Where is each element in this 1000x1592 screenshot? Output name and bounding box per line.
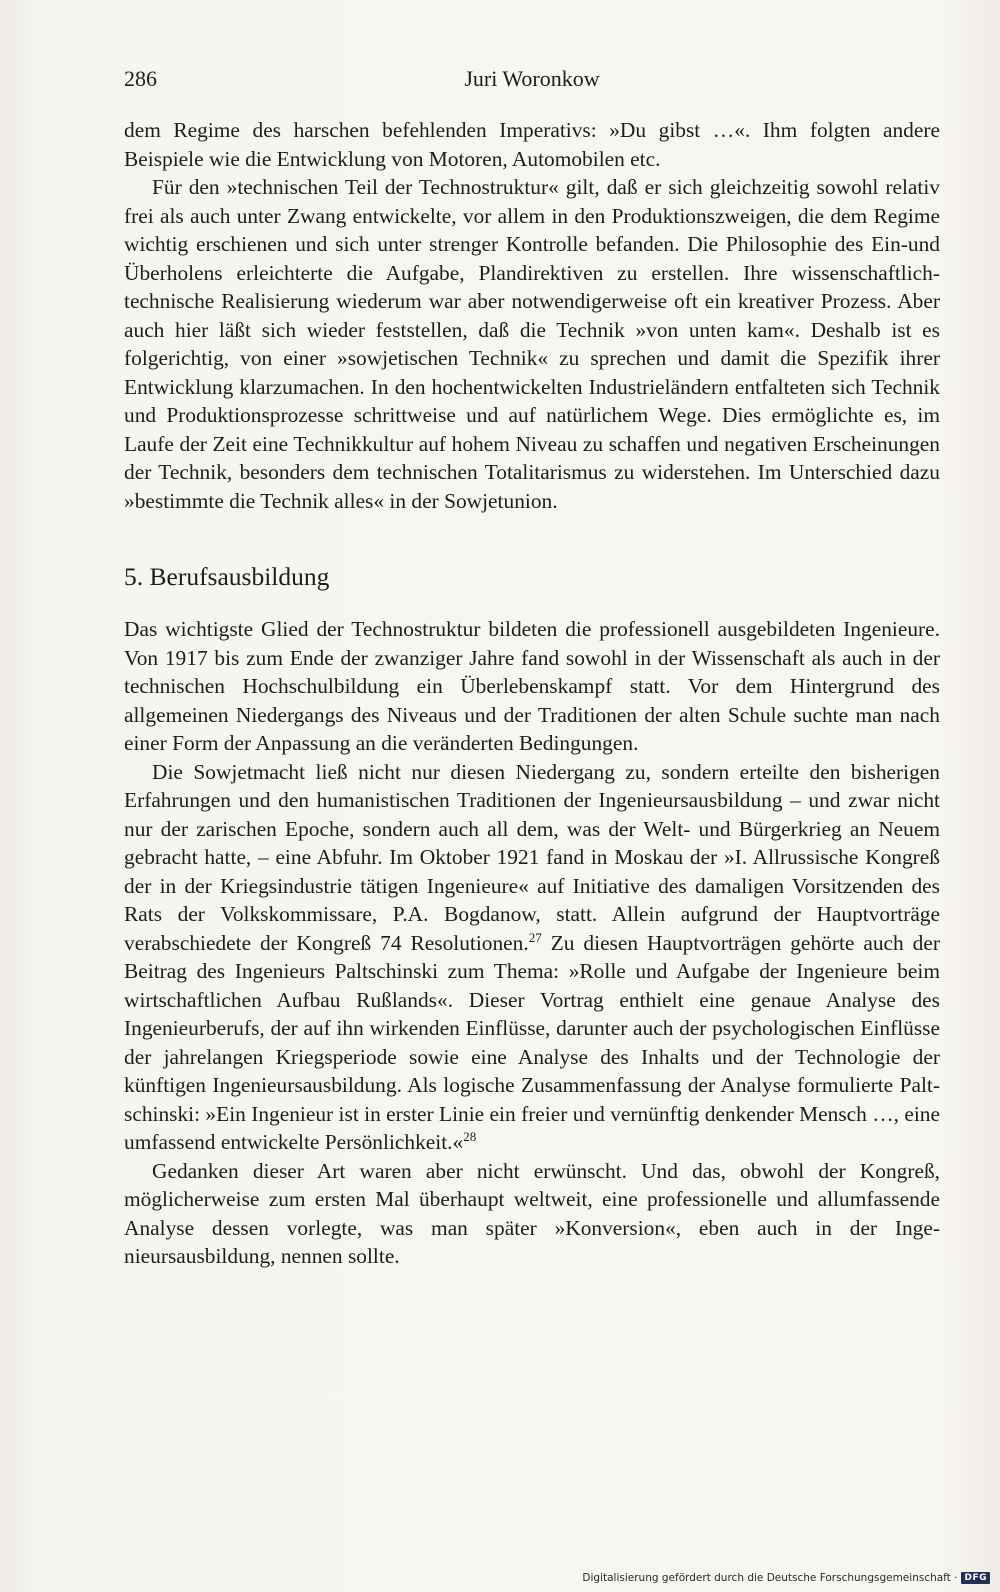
dfg-logo: DFG [961, 1572, 990, 1584]
paragraph: Für den »technischen Teil der Technostruktur« gilt, daß er sich gleichzeitig sowohl relativ frei als auch unter Zwang entwickelte, vor allem in den Produktionszweigen, die dem Regime wichtig erschienen und sich unter strenger Kontrolle befanden. Die Philosophie des Ein-und Überholens erleichterte die Aufgabe, Plandirektiven zu erstellen. Ihre wissenschaftlich-technische Realisierung wiederum war aber notwendigerweise oft ein kreativer Prozess. Aber auch hier läßt sich wieder feststellen, daß die Technik »von unten kam«. Deshalb ist es folgerichtig, von einer »sowjetischen Technik« zu sprechen und damit die Spezifik ihrer Entwicklung klarzumachen. In den hochentwickelten Industrieländern entfalteten sich Technik und Produktionsprozesse schrittweise und auf natürlichem Wege. Dies ermöglichte es, im Laufe der Zeit eine Technikkultur auf hohem Niveau zu schaffen und negativen Erscheinungen der Technik, besonders dem technischen Totalitarismus zu widerstehen. Im Unterschied dazu »bestimmte die Technik alles« in der Sowjetunion. [124, 175, 940, 513]
page-header [124, 66, 940, 98]
digitization-footer [582, 1570, 990, 1586]
paragraph: Das wichtigste Glied der Technostruktur bildeten die professionell ausgebildeten Ingenieure. Von 1917 bis zum Ende der zwanziger Jahre fand sowohl in der Wissenschaft als auch in der technischen Hochschulbildung ein Überlebenskampf statt. Vor dem Hintergrund des allgemeinen Niedergangs des Niveaus und der Traditionen der alten Schule suchte man nach einer Form der Anpassung an die veränderten Bedingungen. [124, 617, 940, 755]
paragraph: dem Regime des harschen befehlenden Imperativs: »Du gibst …«. Ihm folgten andere Beispiele wie die Entwicklung von Motoren, Automobilen etc. [124, 118, 940, 171]
footer-credit-text: Digitalisierung gefördert durch die Deutsche Forschungsgemeinschaft · [582, 1572, 958, 1584]
paragraph: Gedanken dieser Art waren aber nicht erwünscht. Und das, obwohl der Kongreß, möglicherweise zum ersten Mal überhaupt weltweit, eine professionelle und allumfassende Analyse dessen vorlegte, was man später »Konversion«, eben auch in der Ingenieursausbildung, nennen sollte. [124, 1158, 940, 1268]
running-head-author: Juri Woronkow [464, 66, 600, 91]
body-text [124, 116, 940, 1271]
page-number: 286 [124, 66, 157, 91]
paragraph-text: Zu diesen Hauptvorträgen gehörte auch der Beitrag des Ingenieurs Paltschinski zum Thema: »Rolle und Aufgabe der Ingenieure beim wirtschaftlichen Aufbau Rußlands«. Dieser Vortrag enthielt eine genaue Analyse des Ingenieurberufs, der auf ihn wirkenden Einflüsse, darunter auch der psychologischen Einflüsse der jahrelangen Kriegsperiode sowie eine Analyse des Inhalts und der Technologie der künftigen Ingenieursausbildung. Als logische Zusammenfassung der Analyse formulierte Paltschinski: »Ein Ingenieur ist in erster Linie ein freier und vernünftig denkender Mensch …, eine umfassend entwickelte Persönlichkeit.« [124, 930, 940, 1154]
footnote-marker: 28 [463, 1129, 477, 1144]
paragraph-text: Die Sowjetmacht ließ nicht nur diesen Niedergang zu, sondern erteilte den bisherigen Erfahrungen und den humanistischen Traditionen der Ingenieursausbildung – und zwar nicht nur der zarischen Epoche, sondern auch all dem, was der Welt- und Bürgerkrieg an Neuem gebracht hatte, – eine Abfuhr. Im Oktober 1921 fand in Moskau der »I. Allrussische Kongreß der in der Kriegsindustrie tätigen Ingenieure« auf Initiative des damaligen Vorsitzenden des Rats der Volkskommissare, P.A. Bogdanow, statt. Allein aufgrund der Hauptvorträge verabschiedete der Kongreß 74 Resolutionen. [124, 759, 940, 955]
section-heading: 5. Berufsausbildung [124, 562, 330, 591]
paragraph [124, 758, 940, 1157]
footnote-marker: 27 [528, 929, 542, 945]
